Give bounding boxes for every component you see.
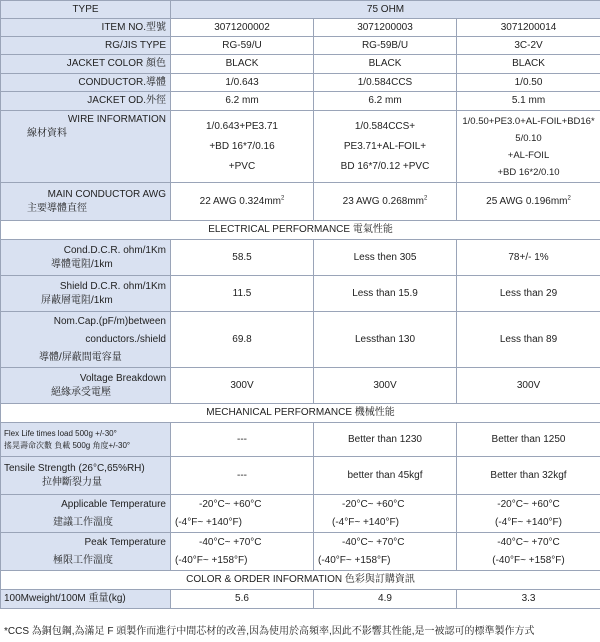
flex-life-row <box>1 423 600 457</box>
jacket-color-label: JACKET COLOR 顏色 <box>1 55 171 74</box>
awg-value-3 <box>457 183 600 221</box>
awg-label <box>1 183 171 221</box>
item-no-value-2: 3071200003 <box>314 19 457 37</box>
conductor-row <box>1 74 600 92</box>
awg-value-1-sup: 2 <box>280 195 285 202</box>
flex-life-value-3: Better than 1250 <box>457 423 600 457</box>
jacket-color-value-3: BLACK <box>457 55 600 74</box>
app-temp-3-c: -20°C~ +60°C <box>497 498 560 510</box>
electrical-section-title: ELECTRICAL PERFORMANCE 電氣性能 <box>1 221 600 240</box>
awg-value-2-text: 23 AWG 0.268mm <box>342 195 424 207</box>
weight-label: 100Mweight/100M 重量(kg) <box>1 590 171 609</box>
weight-value-2: 4.9 <box>314 590 457 609</box>
voltage-label-en: Voltage Breakdown <box>79 372 166 384</box>
awg-value-3-sup: 2 <box>567 195 571 202</box>
awg-value-1 <box>171 183 314 221</box>
wire-info-label <box>1 111 171 183</box>
wire-info-label-en: WIRE INFORMATION <box>67 114 166 125</box>
awg-value-1-text: 22 AWG 0.324mm <box>199 195 281 207</box>
peak-temp-label <box>1 533 171 571</box>
cond-dcr-value-3: 78+/- 1% <box>457 240 600 276</box>
peak-temp-3-c: -40°C~ +70°C <box>497 536 560 548</box>
flex-life-label-zh: 搖晃壽命次數 負載 500g 角度+/-30° <box>4 440 131 450</box>
tensile-value-2: better than 45kgf <box>314 457 457 495</box>
wire-info-3-line-1: 1/0.50+PE3.0+AL-FOIL+BD16* <box>462 115 595 127</box>
flex-life-value-2: Better than 1230 <box>314 423 457 457</box>
item-no-value-1: 3071200002 <box>171 19 314 37</box>
mechanical-section-row <box>1 404 600 423</box>
tensile-value-1: --- <box>171 457 314 495</box>
app-temp-value-3 <box>457 495 600 533</box>
color-order-section-title: COLOR & ORDER INFORMATION 色彩與訂購資訊 <box>1 571 600 590</box>
jacket-od-value-2: 6.2 mm <box>314 92 457 111</box>
color-order-section-row <box>1 571 600 590</box>
wire-info-row <box>1 111 600 183</box>
conductor-label: CONDUCTOR.導體 <box>1 74 171 92</box>
wire-info-1-line-2: +BD 16*7/0.16 <box>209 140 275 152</box>
app-temp-label <box>1 495 171 533</box>
tensile-value-3: Better than 32kgf <box>457 457 600 495</box>
nom-cap-label-1: Nom.Cap.(pF/m)between <box>53 315 166 327</box>
peak-temp-2-f: (-40°F~ +158°F) <box>318 554 391 566</box>
weight-row <box>1 590 600 609</box>
cond-dcr-label-zh: 導體電阻/1km <box>51 258 113 270</box>
jacket-od-value-1: 6.2 mm <box>171 92 314 111</box>
type-header: TYPE <box>1 1 171 19</box>
peak-temp-label-en: Peak Temperature <box>84 536 166 548</box>
peak-temp-2-c: -40°C~ +70°C <box>342 536 405 548</box>
nom-cap-row <box>1 312 600 368</box>
jacket-color-row <box>1 55 600 74</box>
cond-dcr-label <box>1 240 171 276</box>
wire-info-3-line-4: +BD 16*2/0.10 <box>497 166 560 178</box>
nom-cap-label-3: 導體/屏蔽間電容量 <box>39 351 122 363</box>
awg-value-3-text: 25 AWG 0.196mm <box>486 195 568 207</box>
conductor-value-2: 1/0.584CCS <box>314 74 457 92</box>
app-temp-label-en: Applicable Temperature <box>61 498 166 510</box>
app-temp-value-1 <box>171 495 314 533</box>
conductor-value-3: 1/0.50 <box>457 74 600 92</box>
voltage-label <box>1 368 171 404</box>
nom-cap-value-2: Lessthan 130 <box>314 312 457 368</box>
peak-temp-value-2 <box>314 533 457 571</box>
conductor-value-1: 1/0.643 <box>171 74 314 92</box>
wire-info-1-line-1: 1/0.643+PE3.71 <box>205 120 278 132</box>
shield-dcr-label <box>1 276 171 312</box>
shield-dcr-value-2: Less than 15.9 <box>314 276 457 312</box>
voltage-label-zh: 絕緣承受電壓 <box>51 386 111 398</box>
weight-value-1: 5.6 <box>171 590 314 609</box>
app-temp-1-c: -20°C~ +60°C <box>199 498 262 510</box>
app-temp-value-2 <box>314 495 457 533</box>
flex-life-value-1: --- <box>171 423 314 457</box>
wire-info-label-zh: 線材資料 <box>27 128 67 139</box>
rg-jis-value-1: RG-59/U <box>171 37 314 55</box>
peak-temp-3-f: (-40°F~ +158°F) <box>492 554 565 566</box>
wire-info-2-line-3: BD 16*7/0.12 +PVC <box>340 160 430 172</box>
jacket-od-label: JACKET OD.外徑 <box>1 92 171 111</box>
voltage-value-1: 300V <box>171 368 314 404</box>
jacket-color-value-1: BLACK <box>171 55 314 74</box>
rg-jis-value-3: 3C-2V <box>457 37 600 55</box>
wire-info-value-3 <box>457 111 600 183</box>
rg-jis-label: RG/JIS TYPE <box>1 37 171 55</box>
wire-info-value-2 <box>314 111 457 183</box>
cond-dcr-label-en: Cond.D.C.R. ohm/1Km <box>63 244 166 256</box>
app-temp-2-c: -20°C~ +60°C <box>342 498 405 510</box>
flex-life-label <box>1 423 171 457</box>
app-temp-3-f: (-4°F~ +140°F) <box>495 516 562 528</box>
wire-info-2-line-2: PE3.71+AL-FOIL+ <box>343 140 427 152</box>
nom-cap-value-3: Less than 89 <box>457 312 600 368</box>
shield-dcr-value-3: Less than 29 <box>457 276 600 312</box>
header-row <box>1 1 600 19</box>
rg-jis-row <box>1 37 600 55</box>
item-no-row <box>1 19 600 37</box>
app-temp-1-f: (-4°F~ +140°F) <box>175 516 242 528</box>
nom-cap-value-1: 69.8 <box>171 312 314 368</box>
awg-row <box>1 183 600 221</box>
item-no-value-3: 3071200014 <box>457 19 600 37</box>
ohm-header: 75 OHM <box>171 1 600 19</box>
weight-value-3: 3.3 <box>457 590 600 609</box>
wire-info-3-line-2: 5/0.10 <box>515 132 542 144</box>
nom-cap-label <box>1 312 171 368</box>
shield-dcr-value-1: 11.5 <box>171 276 314 312</box>
cond-dcr-value-1: 58.5 <box>171 240 314 276</box>
rg-jis-value-2: RG-59B/U <box>314 37 457 55</box>
awg-value-2 <box>314 183 457 221</box>
peak-temp-label-zh: 極限工作溫度 <box>53 554 113 566</box>
awg-label-zh: 主要導體直徑 <box>27 202 87 214</box>
flex-life-label-en: Flex Life times load 500g +/-30° <box>4 428 117 438</box>
jacket-color-value-2: BLACK <box>314 55 457 74</box>
app-temp-row <box>1 495 600 533</box>
app-temp-2-f: (-4°F~ +140°F) <box>332 516 399 528</box>
tensile-label <box>1 457 171 495</box>
cond-dcr-row <box>1 240 600 276</box>
wire-info-3-line-3: +AL-FOIL <box>507 149 550 161</box>
peak-temp-row <box>1 533 600 571</box>
voltage-value-3: 300V <box>457 368 600 404</box>
wire-info-value-1 <box>171 111 314 183</box>
tensile-label-zh: 拉伸斷裂力量 <box>42 476 102 488</box>
nom-cap-label-2: conductors./shield <box>85 333 166 345</box>
shield-dcr-label-zh: 屏蔽層電阻/1km <box>41 294 113 306</box>
shield-dcr-row <box>1 276 600 312</box>
awg-value-2-sup: 2 <box>423 195 428 202</box>
voltage-row <box>1 368 600 404</box>
wire-info-2-line-1: 1/0.584CCS+ <box>354 120 416 132</box>
wire-info-1-line-3: +PVC <box>228 160 256 172</box>
voltage-value-2: 300V <box>314 368 457 404</box>
peak-temp-1-f: (-40°F~ +158°F) <box>175 554 248 566</box>
peak-temp-value-3 <box>457 533 600 571</box>
item-no-label: ITEM NO.型號 <box>1 19 171 37</box>
jacket-od-value-3: 5.1 mm <box>457 92 600 111</box>
electrical-section-row <box>1 221 600 240</box>
shield-dcr-label-en: Shield D.C.R. ohm/1Km <box>59 280 166 292</box>
peak-temp-value-1 <box>171 533 314 571</box>
mechanical-section-title: MECHANICAL PERFORMANCE 機械性能 <box>1 404 600 423</box>
tensile-row <box>1 457 600 495</box>
awg-label-en: MAIN CONDUCTOR AWG <box>47 188 166 200</box>
jacket-od-row <box>1 92 600 111</box>
cond-dcr-value-2: Less then 305 <box>314 240 457 276</box>
peak-temp-1-c: -40°C~ +70°C <box>199 536 262 548</box>
footnote: *CCS 為銅包鋼,為滿足 F 頭製作而進行中間芯材的改善,因為使用於高頻率,因此不影響其性能,是一被認可的標準製作方式 <box>4 626 535 637</box>
app-temp-label-zh: 建議工作溫度 <box>53 516 113 528</box>
tensile-label-en: Tensile Strength (26°C,65%RH) <box>4 462 145 474</box>
